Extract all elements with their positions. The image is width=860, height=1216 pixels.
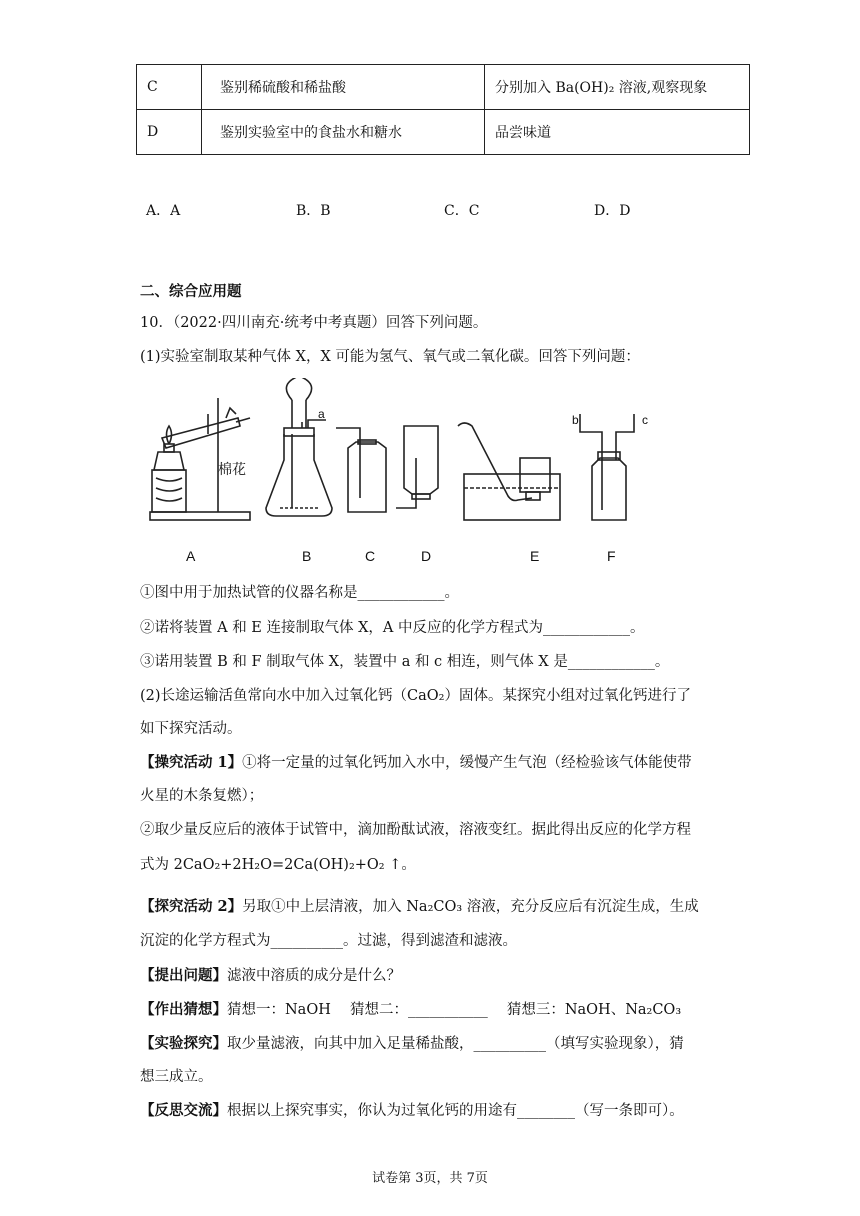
activity2-tag: 【探究活动 2】	[140, 898, 243, 915]
guess-line: 【作出猜想】猜想一：NaOH 猜想二：___________ 猜想三：NaOH、Na₂CO₃	[140, 1001, 682, 1018]
apparatus-label-d: D	[421, 548, 432, 564]
apparatus-label-f: F	[607, 548, 616, 564]
apparatus-label-e: E	[530, 548, 540, 564]
row-label: D	[137, 110, 202, 155]
row-purpose: 鉴别实验室中的食盐水和糖水	[202, 110, 485, 155]
port-a-label: a	[318, 407, 325, 421]
cotton-label: 棉花	[218, 461, 246, 477]
question-1: ①图中用于加热试管的仪器名称是____________。	[140, 585, 459, 601]
ask-tag: 【提出问题】	[140, 967, 227, 984]
apparatus-label-b: B	[302, 548, 312, 564]
activity2-line2: 沉淀的化学方程式为__________。过滤，得到滤渣和滤液。	[140, 933, 517, 949]
options-table	[136, 64, 750, 155]
apparatus-label-a: A	[186, 548, 196, 564]
activity1-line3: ②取少量反应后的液体于试管中，滴加酚酞试液，溶液变红。据此得出反应的化学方程	[140, 822, 691, 838]
activity1-line1: 【操究活动 1】①将一定量的过氧化钙加入水中，缓慢产生气泡（经检验该气体能使带	[140, 754, 692, 771]
reflect-tag: 【反思交流】	[140, 1102, 227, 1119]
question-3: ③诺用装置 B 和 F 制取气体 X，装置中 a 和 c 相连，则气体 X 是____________。	[140, 654, 670, 670]
choice-b[interactable]: B．B	[296, 203, 331, 219]
apparatus-figure	[140, 378, 660, 528]
exp-tag: 【实验探究】	[140, 1035, 227, 1052]
section-title: 二、综合应用题	[140, 283, 242, 300]
activity2-line1: 【探究活动 2】另取①中上层清液，加入 Na₂CO₃ 溶液，充分反应后有沉淀生成，生成	[140, 898, 699, 915]
page-footer: 试卷第 3页，共 7页	[372, 1171, 488, 1186]
activity1-line2: 火星的木条复燃）；	[140, 788, 264, 804]
question-2: ②诺将装置 A 和 E 连接制取气体 X，A 中反应的化学方程式为____________。	[140, 620, 645, 636]
reflect-line: 【反思交流】根据以上探究事实，你认为过氧化钙的用途有________（写一条即可）。	[140, 1102, 684, 1119]
row-method: 分别加入 Ba(OH)₂ 溶液,观察现象	[485, 65, 750, 110]
port-c-label: c	[642, 413, 648, 427]
guess-tag: 【作出猜想】	[140, 1001, 227, 1018]
activity1-tag: 【操究活动 1】	[140, 754, 243, 771]
activity1-line4: 式为 2CaO₂+2H₂O=2Ca(OH)₂+O₂ ↑。	[140, 857, 416, 873]
choice-d[interactable]: D．D	[594, 203, 631, 219]
row-label: C	[137, 65, 202, 110]
port-b-label: b	[572, 413, 579, 427]
part2-line2: 如下探究活动。	[140, 721, 242, 737]
table-row	[137, 110, 750, 155]
part2-line1: (2)长途运输活鱼常向水中加入过氧化钙（CaO₂）固体。某探究小组对过氧化钙进行了	[140, 688, 691, 704]
question-stem: 10．（2022·四川南充·统考中考真题）回答下列问题。	[140, 315, 488, 331]
apparatus-label-c: C	[365, 548, 376, 564]
table-row	[137, 65, 750, 110]
choice-a[interactable]: A．A	[146, 203, 181, 219]
row-purpose: 鉴别稀硫酸和稀盐酸	[202, 65, 485, 110]
ask-line: 【提出问题】滤液中溶质的成分是什么？	[140, 967, 401, 984]
choice-c[interactable]: C．C	[444, 203, 480, 219]
exp-line2: 想三成立。	[140, 1069, 213, 1085]
part1-text: (1)实验室制取某种气体 X，X 可能为氢气、氧气或二氧化碳。回答下列问题：	[140, 349, 640, 365]
row-method: 品尝味道	[485, 110, 750, 155]
exp-line1: 【实验探究】取少量滤液，向其中加入足量稀盐酸，__________（填写实验现象），猜	[140, 1035, 684, 1052]
